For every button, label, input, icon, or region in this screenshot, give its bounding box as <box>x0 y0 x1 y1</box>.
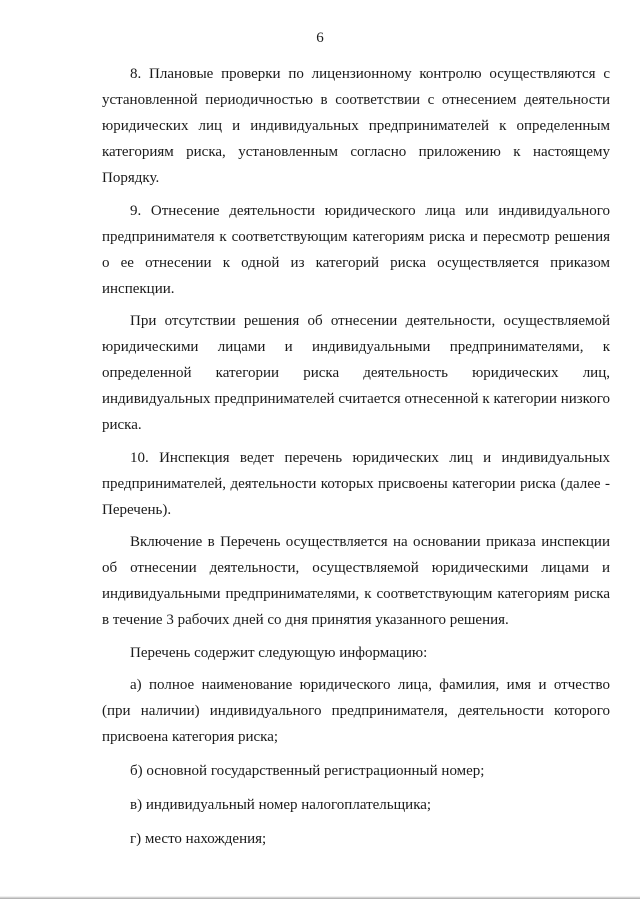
document-body <box>102 61 610 860</box>
list-item-a-name: а) полное наименование юридического лица, фамилия, имя и отчество (при наличии) индивидуального предпринимателя, деятельности которого присвоена категория риска; <box>102 677 610 745</box>
paragraph-register-contents: Перечень содержит следующую информацию: <box>130 644 428 661</box>
paragraph-9-risk-assignment: 9. Отнесение деятельности юридического лица или индивидуального предпринимателя к соответствующим категориям риска и пересмотр решения о ее отнесении к одной из категорий риска осуществляется приказом инспекции. <box>102 202 610 297</box>
list-item-v-inn: в) индивидуальный номер налогоплательщика; <box>130 797 432 813</box>
list-item-b-ogrn: б) основной государственный регистрационный номер; <box>130 763 485 779</box>
list-item-g-location: г) место нахождения; <box>130 831 267 847</box>
paragraph-8-planned-inspections: 8. Плановые проверки по лицензионному контролю осуществляются с установленной периодичностью в соответствии с отнесением деятельности юридических лиц и индивидуальных предпринимателей к определенным категориям риска, установленным согласно приложению к настоящему Порядку. <box>102 66 610 186</box>
paragraph-10-register: 10. Инспекция ведет перечень юридических лиц и индивидуальных предпринимателей, деятельности которых присвоены категории риска (далее - Перечень). <box>102 449 610 518</box>
paragraph-register-inclusion: Включение в Перечень осуществляется на основании приказа инспекции об отнесении деятельности, осуществляемой юридическими лицами и индивидуальными предпринимателями, к соответствующим категориям риска в течение 3 рабочих дней со дня принятия указанного решения. <box>102 534 610 628</box>
page-number: 6 <box>316 30 324 46</box>
paragraph-low-risk-default: При отсутствии решения об отнесении деятельности, осуществляемой юридическими лицами и индивидуальными предпринимателями, к определенной категории риска деятельность юридических лиц, индивидуальных предпринимателей считается отнесенной к категории низкого риска. <box>102 313 610 433</box>
